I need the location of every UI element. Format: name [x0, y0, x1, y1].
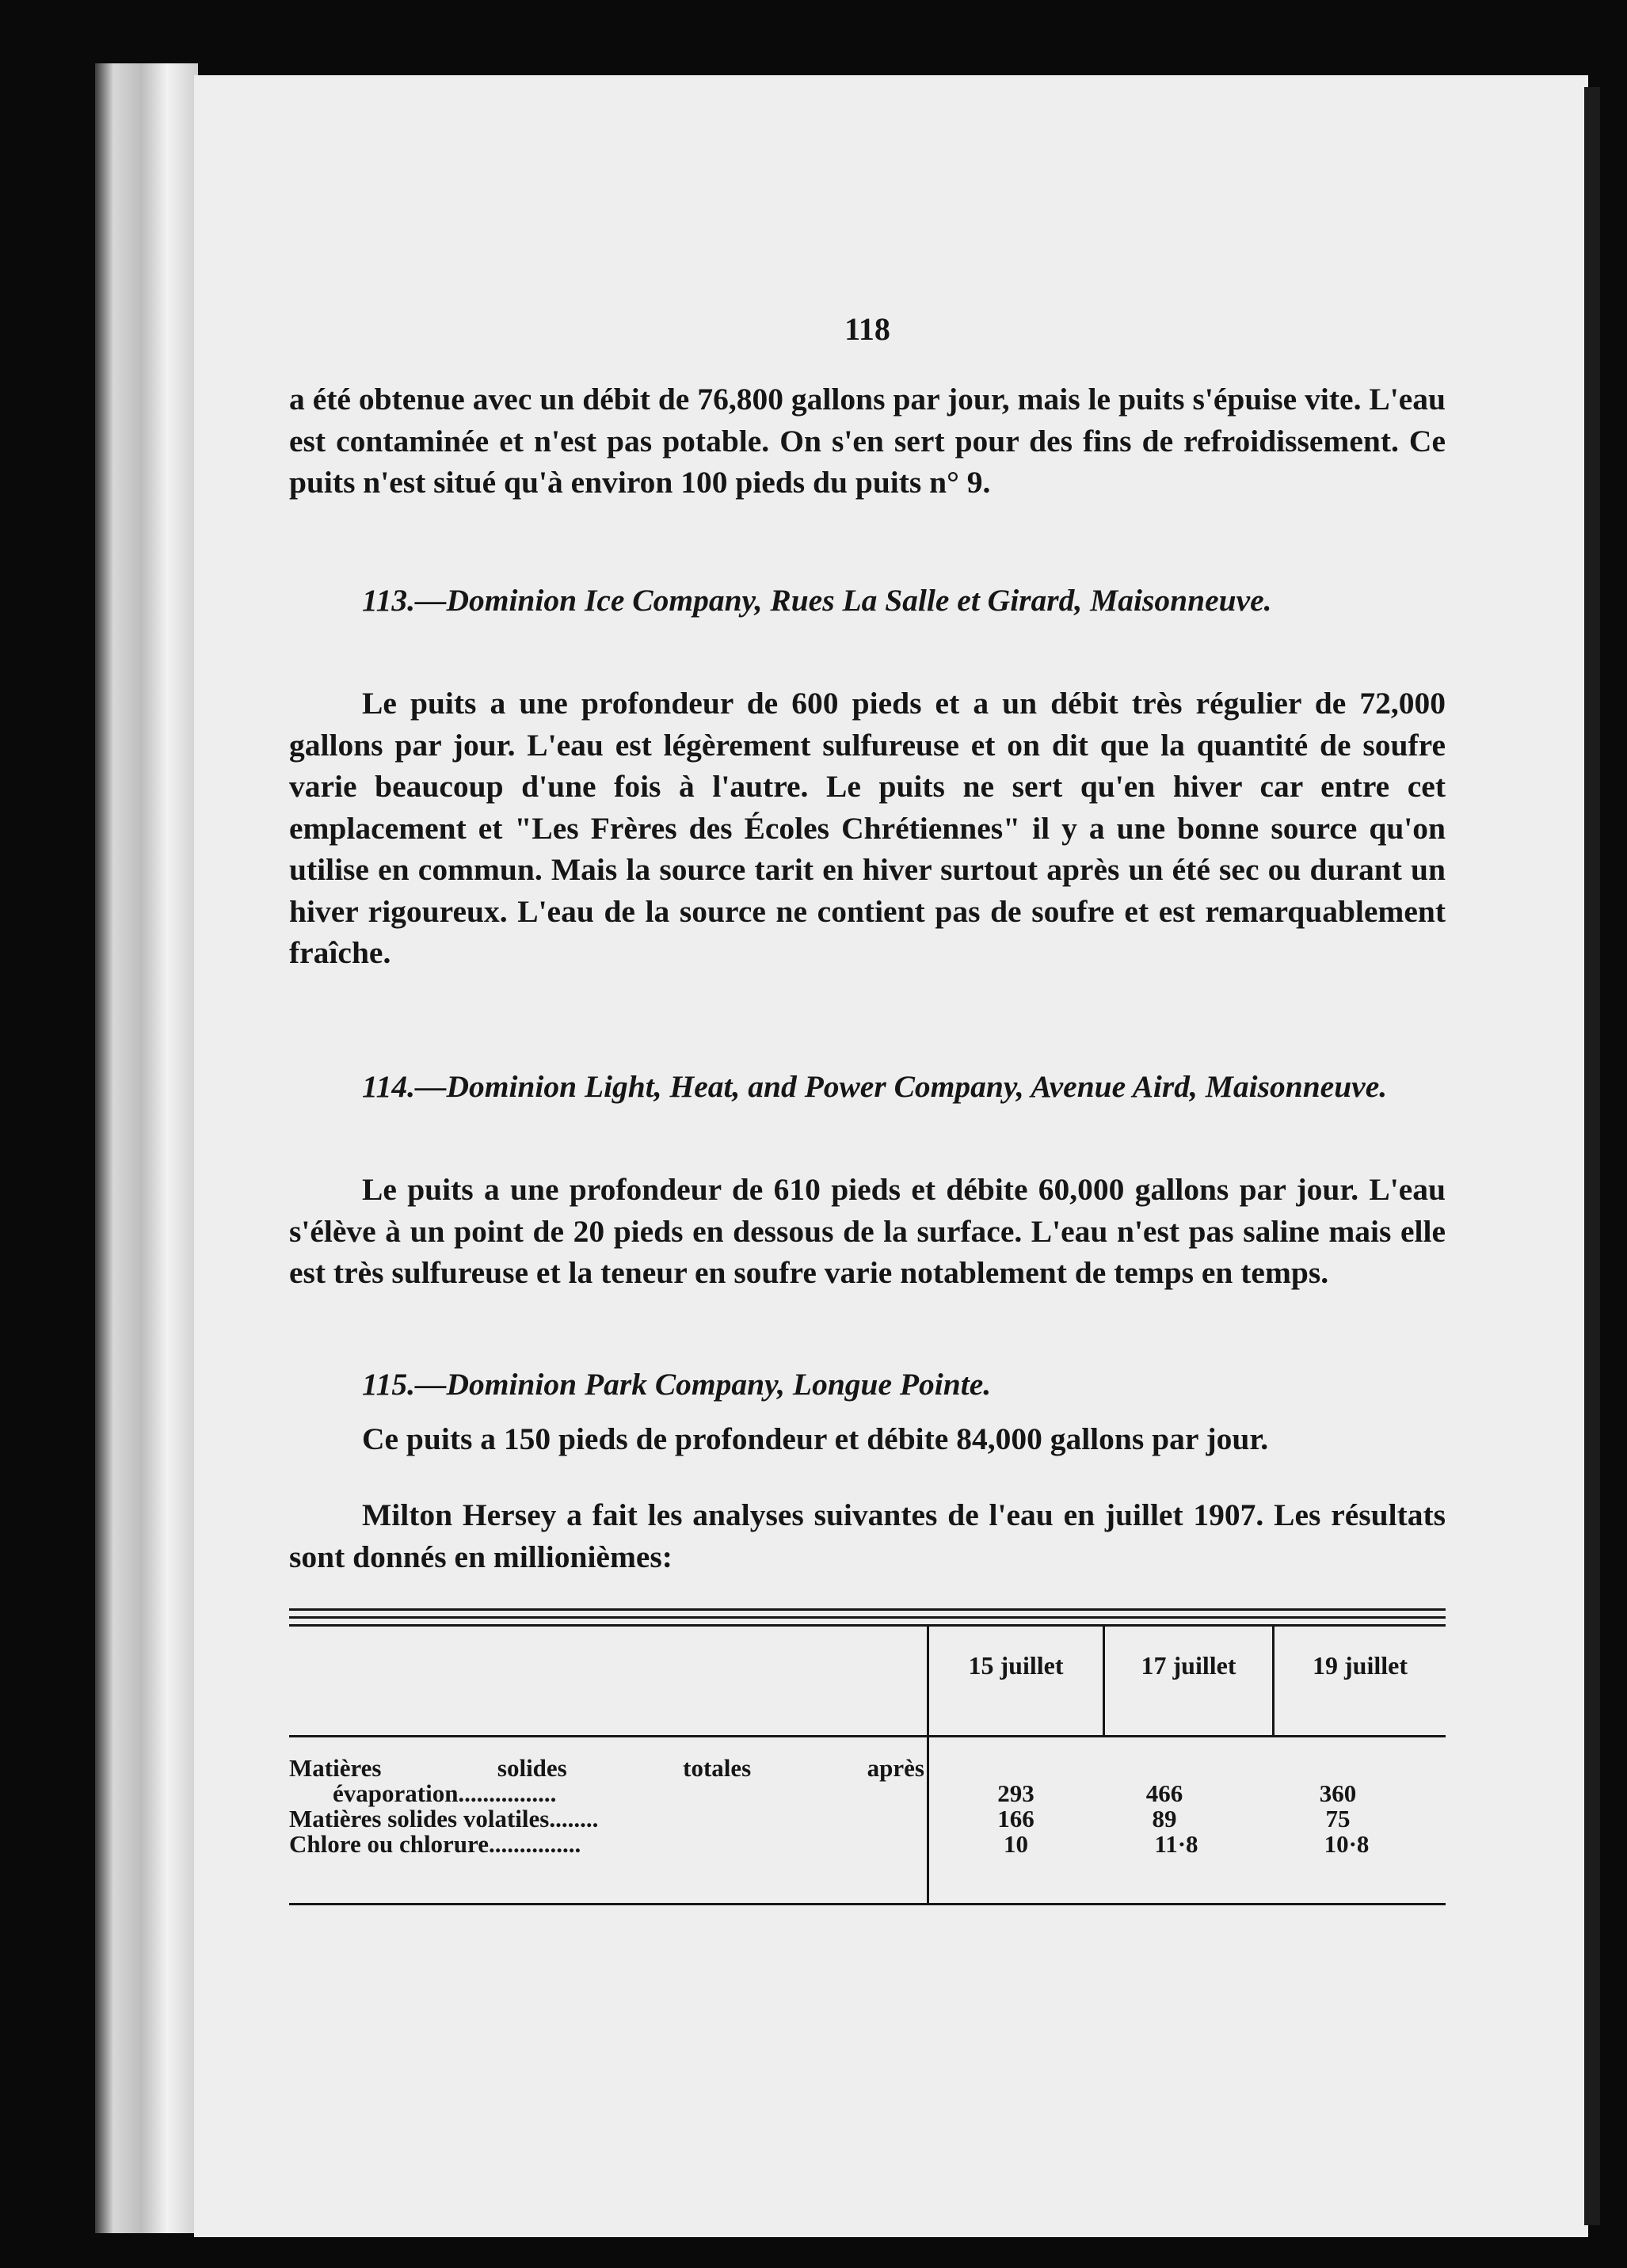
table-column-divider — [1103, 1626, 1105, 1737]
table-bottom-rule — [289, 1903, 1446, 1905]
table-cell: 75 — [1325, 1805, 1351, 1832]
table-column-divider — [1272, 1626, 1275, 1737]
book-spine — [95, 63, 198, 2233]
column-header: 17 juillet — [1141, 1651, 1236, 1680]
row-label: évaporation................ — [333, 1779, 557, 1807]
row-label: Matières solides volatiles........ — [289, 1805, 599, 1832]
table-cell: 10·8 — [1324, 1830, 1370, 1858]
intro-paragraph: a été obtenue avec un débit de 76,800 gallons par jour, mais le puits s'épuise vite. L'eau est contaminée et n'est pas potable. On s'en sert pour des fins de refroidissement. Ce puits n'est situé qu'à environ 100 pieds du puits n° 9. — [289, 382, 1446, 500]
section-113-paragraph: Le puits a une profondeur de 600 pieds et a un débit très régulier de 72,000 gallons par jour. L'eau est légèrement sulfureuse et on dit que la quantité de soufre varie beaucoup d'une fois à l'autre. Le puits ne sert qu'en hiver car entre cet emplacement et "Les Frères des Écoles Chrétiennes" il y a une bonne source qu'on utilise en commun. Mais la source tarit en hiver surtout après un été sec ou durant un hiver rigoureux. L'eau de la source ne contient pas de soufre et est remarquablement fraîche. — [289, 686, 1446, 970]
section-114-heading: 114.—Dominion Light, Heat, and Power Company, Avenue Aird, Maisonneuve. — [362, 1069, 1388, 1104]
table-cell: 11·8 — [1154, 1830, 1198, 1858]
column-header: 19 juillet — [1313, 1651, 1408, 1680]
table-top-rule — [289, 1608, 1446, 1611]
table-cell: 10 — [1004, 1830, 1028, 1858]
section-113-heading: 113.—Dominion Ice Company, Rues La Salle et Girard, Maisonneuve. — [362, 583, 1272, 618]
table-cell: 293 — [997, 1779, 1034, 1807]
row-label: Chlore ou chlorure............... — [289, 1830, 581, 1858]
column-header: 15 juillet — [968, 1651, 1064, 1680]
page-number: 118 — [844, 311, 890, 347]
table-cell: 89 — [1152, 1805, 1177, 1832]
table-cell: 466 — [1145, 1779, 1183, 1807]
section-115-paragraph-1: Ce puits a 150 pieds de profondeur et débite 84,000 gallons par jour. — [362, 1421, 1269, 1456]
table-cell: 360 — [1319, 1779, 1357, 1807]
table-cell: 166 — [997, 1805, 1034, 1832]
section-115-paragraph-2: Milton Hersey a fait les analyses suivantes de l'eau en juillet 1907. Les résultats sont donnés en millionièmes: — [289, 1497, 1446, 1574]
table-header-rule — [289, 1735, 1446, 1737]
table-top-rule-2 — [289, 1616, 1446, 1619]
page-edge-shadow — [1584, 87, 1600, 2225]
section-114-paragraph: Le puits a une profondeur de 610 pieds et débite 60,000 gallons par jour. L'eau s'élève à un point de 20 pieds en dessous de la surface. L'eau n'est pas saline mais elle est très sulfureuse et la teneur en soufre varie notablement de temps en temps. — [289, 1172, 1446, 1290]
row-label: Matières solides totales après — [289, 1754, 924, 1782]
section-115-heading: 115.—Dominion Park Company, Longue Pointe. — [362, 1367, 992, 1402]
